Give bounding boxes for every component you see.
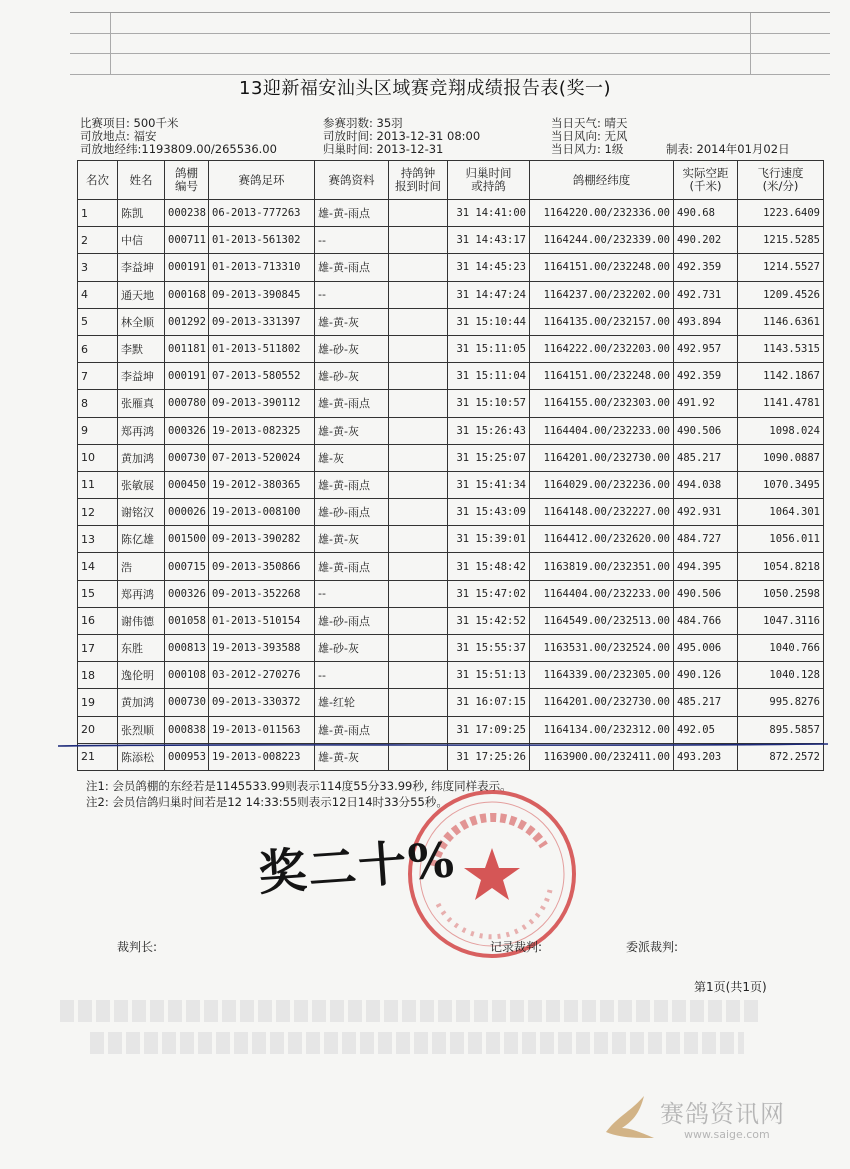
table-cell [389,335,448,362]
table-cell: 492.931 [674,499,738,526]
table-cell: 31 15:11:05 [448,335,530,362]
table-cell: 1164135.00/232157.00 [530,308,674,335]
table-cell: 1164148.00/232227.00 [530,499,674,526]
table-cell: 雄-黄-雨点 [315,390,389,417]
table-cell: 000715 [165,553,209,580]
table-cell: -- [315,662,389,689]
table-cell: 林全顺 [118,308,165,335]
table-cell: 000168 [165,281,209,308]
table-cell: 31 15:41:34 [448,471,530,498]
table-cell: 09-2013-390845 [209,281,315,308]
meta-close-time: 归巢时间: 2013-12-31 [323,142,444,156]
table-cell: 14 [78,553,118,580]
table-cell: 000730 [165,689,209,716]
table-cell: 490.506 [674,580,738,607]
table-cell: 1223.6409 [738,200,824,227]
table-cell: 000326 [165,417,209,444]
table-cell: 谢铭汉 [118,499,165,526]
table-row [78,444,824,471]
table-row [78,689,824,716]
table-cell: 000450 [165,471,209,498]
table-cell: 1163531.00/232524.00 [530,635,674,662]
table-cell: 黄加鸿 [118,444,165,471]
table-cell: 李默 [118,335,165,362]
table-cell: 492.05 [674,716,738,743]
note-2: 注2: 会员信鸽归巢时间若是12 14:33:55则表示12日14时33分55秒。 [86,795,448,809]
table-cell: 19-2013-008223 [209,743,315,770]
table-cell: 雄-黄-雨点 [315,471,389,498]
column-header: 实际空距 (千米) [674,161,738,200]
table-cell: 09-2013-331397 [209,308,315,335]
table-cell [389,363,448,390]
table-row [78,308,824,335]
delegate-signature-label: 委派裁判: [626,940,679,954]
table-cell: 000711 [165,227,209,254]
table-cell: 1070.3495 [738,471,824,498]
table-cell: 1164029.00/232236.00 [530,471,674,498]
column-header: 赛鸽足环 [209,161,315,200]
table-cell [389,471,448,498]
table-cell: 5 [78,308,118,335]
table-cell: 07-2013-580552 [209,363,315,390]
table-cell: 31 16:07:15 [448,689,530,716]
table-row [78,254,824,281]
site-watermark [600,1086,830,1156]
table-cell: 郑再鸿 [118,580,165,607]
watermark-site-name: 赛鸽资讯网 [660,1100,785,1128]
table-cell: 雄-砂-雨点 [315,499,389,526]
table-cell: 485.217 [674,444,738,471]
table-cell: 03-2012-270276 [209,662,315,689]
table-cell: 1 [78,200,118,227]
meta-made-date: 制表: 2014年01月02日 [666,142,790,156]
table-cell: 31 15:47:02 [448,580,530,607]
table-cell: 雄-黄-雨点 [315,553,389,580]
table-cell: 1163900.00/232411.00 [530,743,674,770]
table-cell: 19-2012-380365 [209,471,315,498]
table-cell [389,200,448,227]
table-cell: 1143.5315 [738,335,824,362]
table-cell: 1040.766 [738,635,824,662]
table-cell: 张雁真 [118,390,165,417]
table-cell: 31 15:26:43 [448,417,530,444]
table-cell: 492.359 [674,363,738,390]
table-cell: 31 17:09:25 [448,716,530,743]
table-row [78,526,824,553]
table-cell: 1163819.00/232351.00 [530,553,674,580]
table-cell: 31 15:48:42 [448,553,530,580]
table-cell: 31 14:47:24 [448,281,530,308]
table-cell: 490.68 [674,200,738,227]
table-cell: 09-2013-350866 [209,553,315,580]
column-header: 持鸽钟 报到时间 [389,161,448,200]
table-cell: 995.8276 [738,689,824,716]
table-cell: 01-2013-510154 [209,607,315,634]
table-cell: 31 15:10:44 [448,308,530,335]
table-cell [389,580,448,607]
column-header: 姓名 [118,161,165,200]
table-cell: 李益坤 [118,254,165,281]
table-cell: -- [315,227,389,254]
table-cell: 31 15:39:01 [448,526,530,553]
table-cell: 15 [78,580,118,607]
table-cell: 490.506 [674,417,738,444]
table-row [78,635,824,662]
table-cell [389,553,448,580]
table-cell: 491.92 [674,390,738,417]
table-cell: 872.2572 [738,743,824,770]
table-cell: 31 17:25:26 [448,743,530,770]
table-cell: 493.203 [674,743,738,770]
table-cell: 19-2013-008100 [209,499,315,526]
table-cell: 2 [78,227,118,254]
column-header: 鸽棚经纬度 [530,161,674,200]
table-cell: 东胜 [118,635,165,662]
table-cell: 12 [78,499,118,526]
table-cell: 1164201.00/232730.00 [530,444,674,471]
table-row [78,471,824,498]
table-cell: 7 [78,363,118,390]
table-cell: 13 [78,526,118,553]
table-cell: 1164412.00/232620.00 [530,526,674,553]
table-cell: 逸伦明 [118,662,165,689]
table-cell: 001058 [165,607,209,634]
table-row [78,363,824,390]
table-cell: 1164339.00/232305.00 [530,662,674,689]
table-cell: 1146.6361 [738,308,824,335]
table-cell: 000730 [165,444,209,471]
table-cell: 雄-红轮 [315,689,389,716]
table-cell: 陈凯 [118,200,165,227]
table-cell: 陈亿雄 [118,526,165,553]
meta-release-time: 司放时间: 2013-12-31 08:00 [323,129,481,143]
table-cell [389,390,448,417]
show-through-text [60,1000,820,1090]
column-header: 名次 [78,161,118,200]
table-cell: 000108 [165,662,209,689]
table-cell: 1142.1867 [738,363,824,390]
table-cell: 雄-砂-灰 [315,335,389,362]
table-cell: 18 [78,662,118,689]
results-table [77,160,824,771]
table-cell: 黄加鸿 [118,689,165,716]
table-cell: 雄-砂-灰 [315,635,389,662]
table-cell: 000953 [165,743,209,770]
meta-wind-force: 当日风力: 1级 [551,142,624,156]
table-cell: 3 [78,254,118,281]
table-row [78,227,824,254]
page-number: 第1页(共1页) [694,980,767,994]
table-cell: 494.395 [674,553,738,580]
table-cell: 1164237.00/232202.00 [530,281,674,308]
table-cell: 21 [78,743,118,770]
table-cell: 31 14:43:17 [448,227,530,254]
table-cell: 1098.024 [738,417,824,444]
table-cell [389,254,448,281]
table-cell: 8 [78,390,118,417]
table-cell: 07-2013-520024 [209,444,315,471]
meta-weather: 当日天气: 晴天 [551,116,628,130]
table-cell: 9 [78,417,118,444]
pen-underline-mark [58,741,828,749]
table-cell: 雄-灰 [315,444,389,471]
table-row [78,499,824,526]
table-cell: 493.894 [674,308,738,335]
table-cell [389,499,448,526]
table-cell: 雄-黄-雨点 [315,200,389,227]
column-header: 飞行速度 (米/分) [738,161,824,200]
table-header-row [78,161,824,200]
table-cell [389,716,448,743]
table-row [78,716,824,743]
table-cell: 1164404.00/232233.00 [530,417,674,444]
table-cell: 1164244.00/232339.00 [530,227,674,254]
table-row [78,662,824,689]
table-cell: 000191 [165,363,209,390]
table-cell: 1090.0887 [738,444,824,471]
table-cell: 01-2013-713310 [209,254,315,281]
recorder-signature-label: 记录裁判: [490,940,543,954]
table-cell: 001181 [165,335,209,362]
table-cell: 484.727 [674,526,738,553]
column-header: 赛鸽资料 [315,161,389,200]
table-cell: 000326 [165,580,209,607]
table-cell: 浩 [118,553,165,580]
table-cell: 陈添松 [118,743,165,770]
table-cell: 001500 [165,526,209,553]
table-cell: 17 [78,635,118,662]
table-cell: 1164404.00/232233.00 [530,580,674,607]
table-cell: 1215.5285 [738,227,824,254]
table-cell: 000191 [165,254,209,281]
table-cell: 雄-黄-灰 [315,417,389,444]
table-cell: 1164549.00/232513.00 [530,607,674,634]
table-cell [389,526,448,553]
table-cell: 31 15:10:57 [448,390,530,417]
table-cell: 1164222.00/232203.00 [530,335,674,362]
table-cell: 895.5857 [738,716,824,743]
table-cell: 492.957 [674,335,738,362]
table-cell [389,444,448,471]
table-cell: 1164151.00/232248.00 [530,363,674,390]
table-cell: 484.766 [674,607,738,634]
table-cell: 6 [78,335,118,362]
meta-wind-direction: 当日风向: 无风 [551,129,628,143]
table-cell: 雄-黄-灰 [315,526,389,553]
table-cell: 1164201.00/232730.00 [530,689,674,716]
meta-event: 比赛项目: 500千米 [80,116,179,130]
table-cell: 492.359 [674,254,738,281]
table-cell: 雄-黄-雨点 [315,716,389,743]
table-row [78,281,824,308]
watermark-url: www.saige.com [684,1128,770,1141]
table-cell: -- [315,281,389,308]
table-cell: 19-2013-011563 [209,716,315,743]
meta-release-site: 司放地点: 福安 [80,129,157,143]
table-cell: 1040.128 [738,662,824,689]
table-cell: 485.217 [674,689,738,716]
table-cell: 1047.3116 [738,607,824,634]
meta-entries: 参赛羽数: 35羽 [323,116,403,130]
table-cell: 31 15:42:52 [448,607,530,634]
table-cell: 495.006 [674,635,738,662]
table-cell: 494.038 [674,471,738,498]
table-cell: 31 14:41:00 [448,200,530,227]
table-cell: 31 14:45:23 [448,254,530,281]
table-cell: 雄-黄-灰 [315,743,389,770]
table-cell [389,607,448,634]
table-cell [389,635,448,662]
table-cell [389,662,448,689]
table-cell: 000838 [165,716,209,743]
table-cell: 1164151.00/232248.00 [530,254,674,281]
table-cell: 16 [78,607,118,634]
table-cell: 000238 [165,200,209,227]
table-cell: 雄-黄-灰 [315,308,389,335]
previous-sheet-edge [70,12,830,75]
table-cell: 001292 [165,308,209,335]
table-cell: 490.202 [674,227,738,254]
table-row [78,390,824,417]
meta-release-coords: 司放地经纬:1193809.00/265536.00 [80,142,277,156]
table-row [78,607,824,634]
table-cell: 1164134.00/232312.00 [530,716,674,743]
table-cell: 雄-砂-雨点 [315,607,389,634]
note-1: 注1: 会员鸽棚的东经若是1145533.99则表示114度55分33.99秒, 纬度同样表示。 [86,779,512,793]
table-cell: 张烈顺 [118,716,165,743]
table-cell: 通天地 [118,281,165,308]
table-cell: 09-2013-390282 [209,526,315,553]
handwritten-award-note: 奖二十% [256,832,458,902]
table-row [78,580,824,607]
table-cell: 06-2013-777263 [209,200,315,227]
referee-signature-label: 裁判长: [117,940,158,954]
table-cell [389,281,448,308]
table-cell: 1164220.00/232336.00 [530,200,674,227]
table-cell: 01-2013-561302 [209,227,315,254]
table-row [78,200,824,227]
report-title: 13迎新福安汕头区域赛竞翔成绩报告表(奖一) [239,78,611,99]
table-cell: 11 [78,471,118,498]
table-cell [389,227,448,254]
table-cell: 1056.011 [738,526,824,553]
table-cell: 1209.4526 [738,281,824,308]
table-cell: 郑再鸿 [118,417,165,444]
table-cell: 谢伟德 [118,607,165,634]
pigeon-logo-icon [600,1086,660,1146]
table-cell: 000780 [165,390,209,417]
table-cell: 20 [78,716,118,743]
table-cell: 01-2013-511802 [209,335,315,362]
column-header: 归巢时间 或持鸽 [448,161,530,200]
table-row [78,335,824,362]
table-cell [389,308,448,335]
table-cell: 李益坤 [118,363,165,390]
table-cell: 490.126 [674,662,738,689]
table-row [78,417,824,444]
table-cell: 4 [78,281,118,308]
table-cell: 1164155.00/232303.00 [530,390,674,417]
table-cell: 1214.5527 [738,254,824,281]
table-cell: 09-2013-330372 [209,689,315,716]
table-row [78,553,824,580]
table-cell: 31 15:43:09 [448,499,530,526]
table-cell: 雄-黄-雨点 [315,254,389,281]
table-cell: 31 15:11:04 [448,363,530,390]
table-cell: 31 15:25:07 [448,444,530,471]
table-cell: 000026 [165,499,209,526]
table-cell [389,417,448,444]
table-cell: 1054.8218 [738,553,824,580]
table-cell: 000813 [165,635,209,662]
table-cell: 1050.2598 [738,580,824,607]
column-header: 鸽棚 编号 [165,161,209,200]
table-cell: 19-2013-393588 [209,635,315,662]
table-cell: 1064.301 [738,499,824,526]
table-cell: 19-2013-082325 [209,417,315,444]
table-cell: 09-2013-390112 [209,390,315,417]
table-cell: 1141.4781 [738,390,824,417]
table-cell: 09-2013-352268 [209,580,315,607]
table-cell: 雄-砂-灰 [315,363,389,390]
table-cell: 中信 [118,227,165,254]
table-cell: 31 15:55:37 [448,635,530,662]
table-cell: 张敏展 [118,471,165,498]
table-cell: -- [315,580,389,607]
table-cell: 31 15:51:13 [448,662,530,689]
table-cell [389,689,448,716]
table-cell: 10 [78,444,118,471]
table-cell: 492.731 [674,281,738,308]
table-cell: 19 [78,689,118,716]
